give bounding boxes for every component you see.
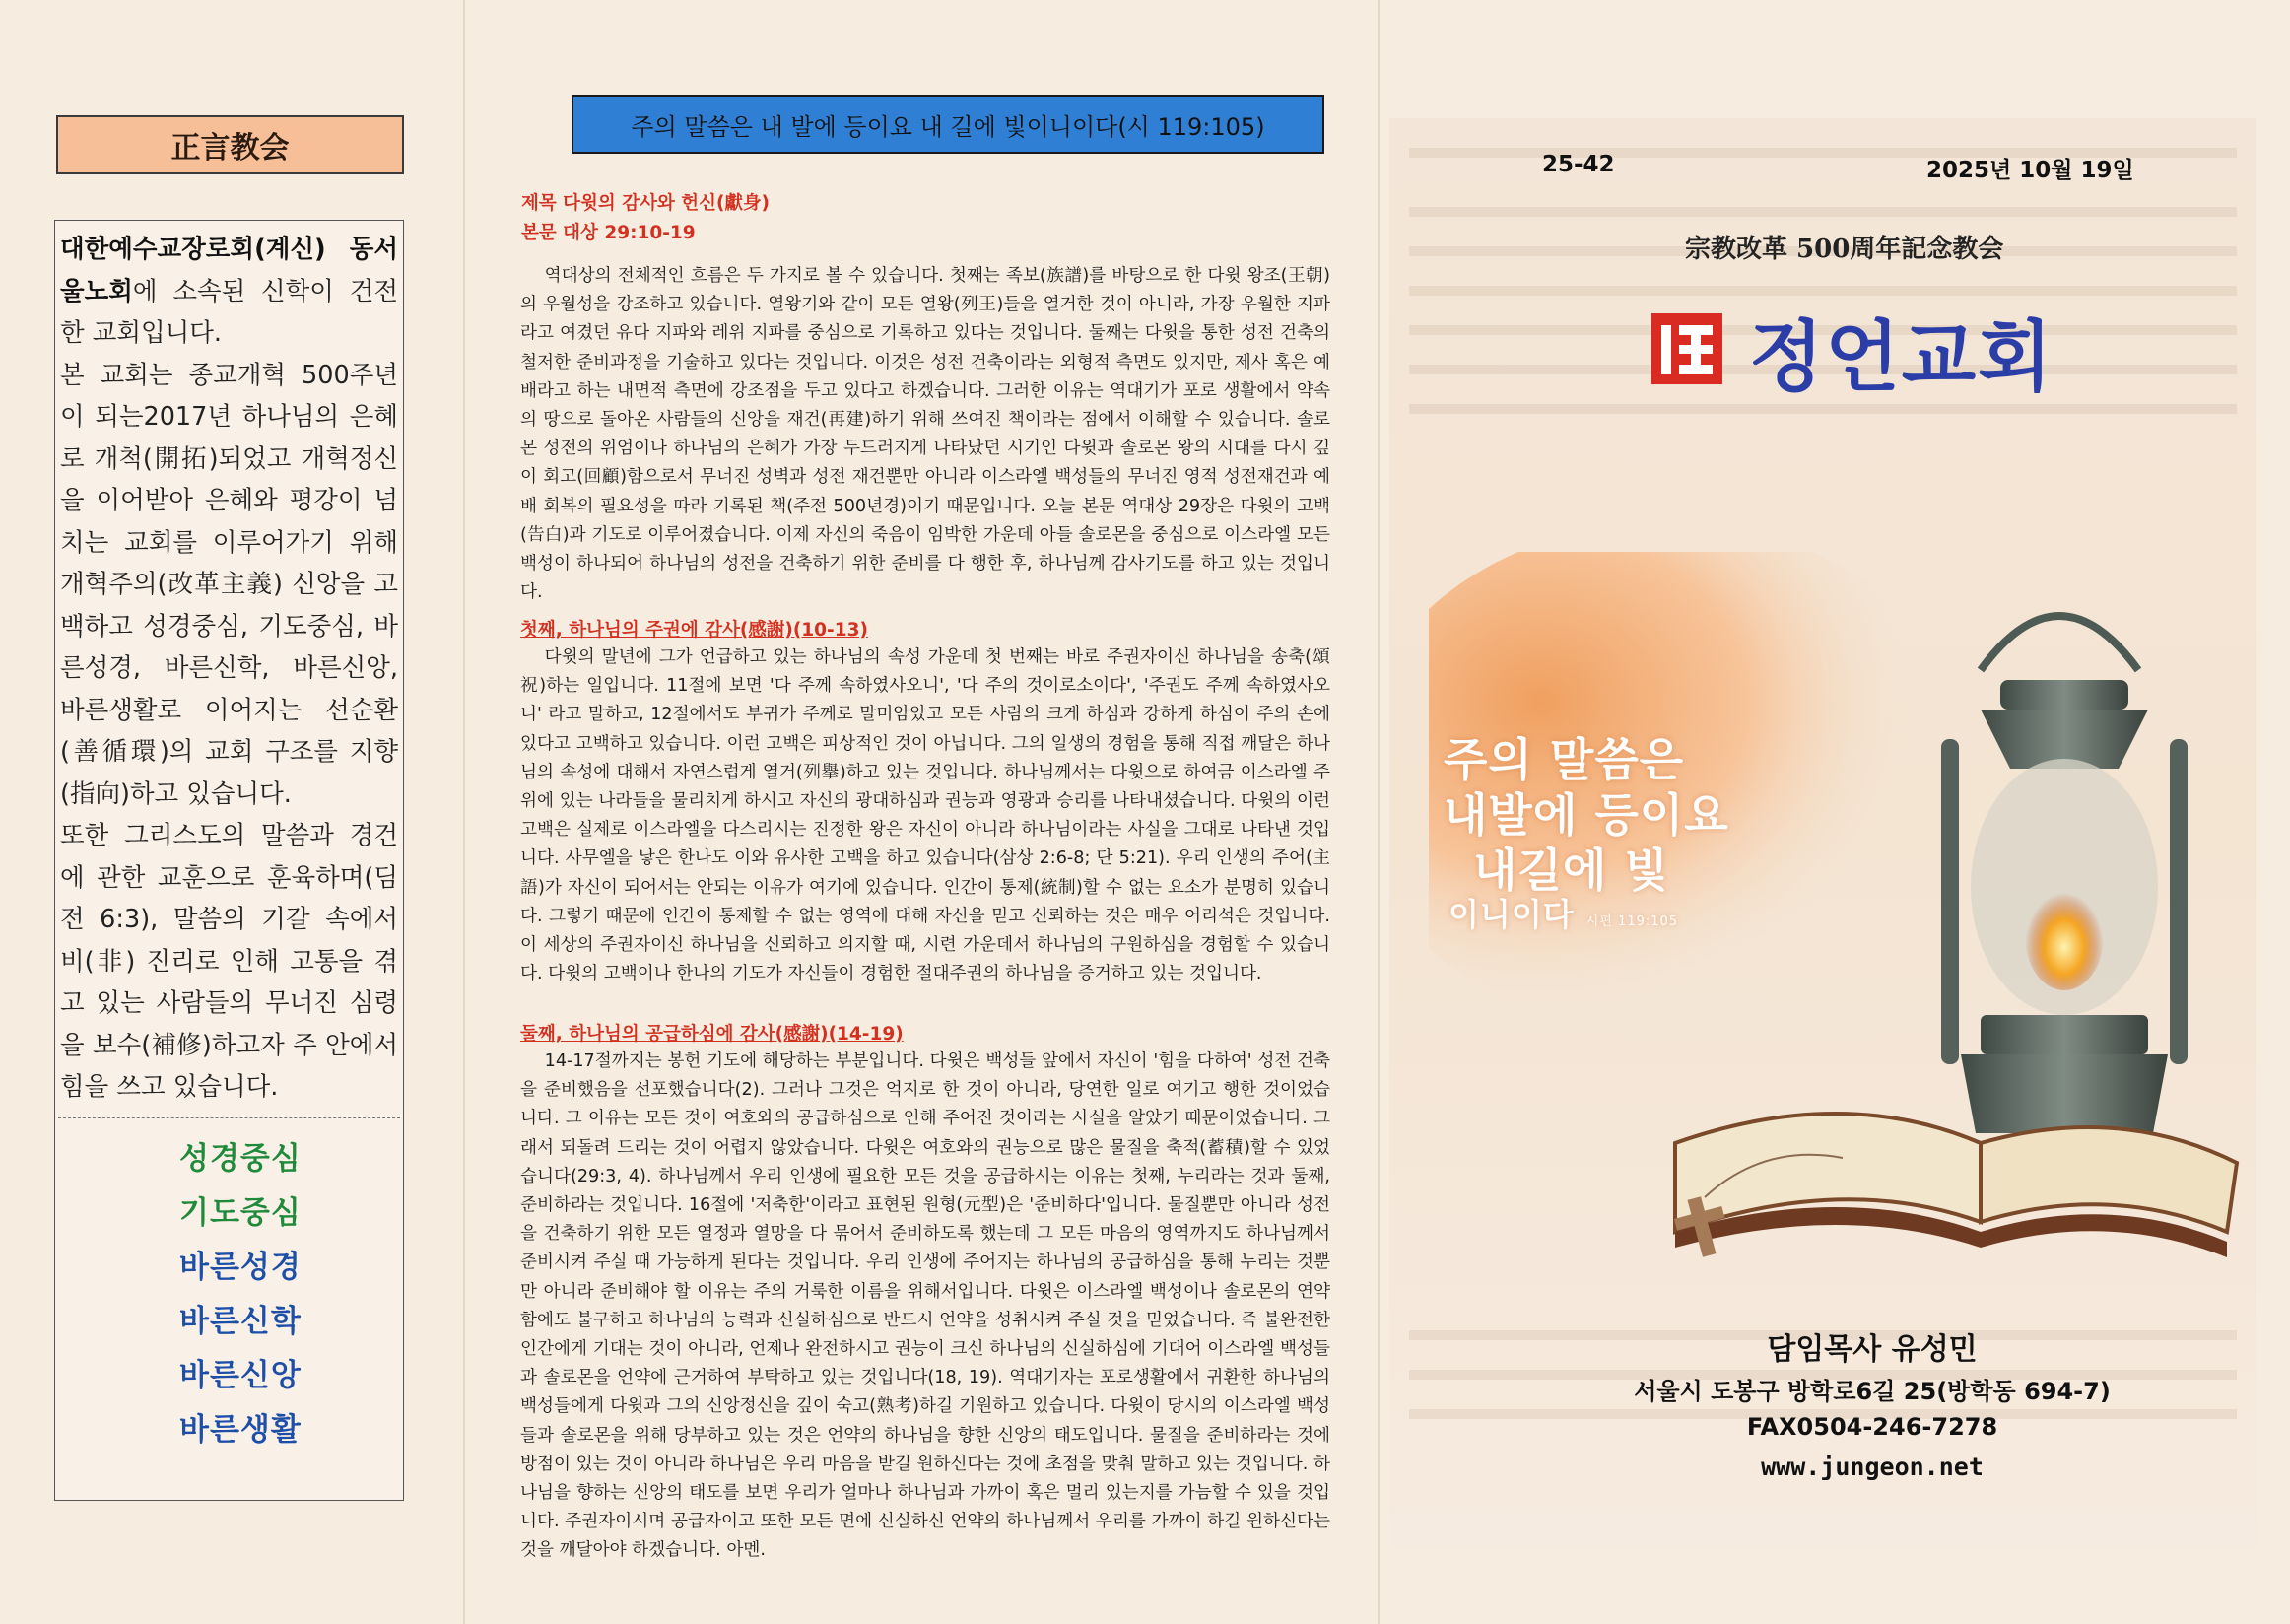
calligraphy-line <box>1448 890 1729 933</box>
sermon-point-2 <box>520 1048 1330 1566</box>
pastor-name: 담임목사 유성민 <box>1767 1332 1978 1367</box>
fold-line-left <box>463 0 465 1624</box>
intro-paragraph-1 <box>60 229 398 355</box>
church-website-link[interactable]: www.jungeon.net <box>1761 1453 1984 1481</box>
issue-number: 25-42 <box>1542 152 1615 177</box>
verse-banner: 주의 말씀은 내 발에 등이요 내 길에 빛이니이다(시 119:105) <box>572 95 1324 154</box>
calligraphy-line: 내발에 등이요 <box>1444 788 1729 842</box>
value-item: 바른생활 <box>179 1412 302 1448</box>
sermon-paragraph: 14-17절까지는 봉헌 기도에 해당하는 부분입니다. 다윗은 백성들 앞에서 자신이 '힘을 다하여' 성전 건축을 준비했음을 선포했습니다(2). 그러나 그것은 억지로 한 것이 아니라, 당연한 일로 여기고 행한 것이었습니다. 그 이유는 모든 것이 여호와의 공급하심으로 인해 주어진 것이라는 사실을 알았기 때문이었습니다. 그래서 되돌려 드리는 것이 어렵지 않았습니다. 다윗은 여호와의 권능으로 많은 물질을 축적(蓄積)할 수 있었습니다(29:3, 4). 하나님께서 우리 인생에 필요한 모든 것을 공급하시는 이유는 첫째, 누리라는 것과 둘째, 준비하라는 것입니다. 16절에 '저축한'이라고 표현된 원형(元型)은 '준비하다'입니다. 물질뿐만 아니라 성전을 건축하기 위한 모든 열정과 열망을 다 묶어서 준비하도록 했는데 그 모든 마음의 영역까지도 하나님께서 준비시켜 주실 때 가능하게 된다는 것입니다. 우리 인생에 주어지는 하나님의 공급하심을 통해 누리는 것뿐만 아니라 준비해야 할 이유는 주의 거룩한 이름을 위해서입니다. 다윗은 이스라엘 백성이나 솔로몬의 연약함에도 불구하고 하나님의 능력과 신실하심으로 반드시 언약을 성취시켜 주실 것을 믿었습니다. 즉 불완전한 인간에게 기대는 것이 아니라, 언제나 완전하시고 권능이 크신 하나님의 신실하심에 기대어 이스라엘 백성들과 솔로몬을 언약에 근거하여 부탁하고 있는 것입니다(18, 19). 역대기자는 포로생활에서 귀환한 하나님의 백성들에게 다윗과 그의 신앙정신을 깊이 숙고(熟考)하길 기원하고 있습니다. 다윗이 당시의 이스라엘 백성들과 솔로몬을 위해 당부하고 있는 것은 언약의 하나님을 향한 신앙의 태도입니다. 물질을 준비하라는 것에 방점이 있는 것이 아니라 하나님은 우리 마음을 받길 원하신다는 것에 초점을 맞춰 말하고 있는 것입니다. 하나님을 향하는 신앙의 태도를 보면 우리가 얼마나 하나님과 가까이 혹은 멀리 있는지를 가늠할 수 있을 것입니다. 주권자이시며 공급자이고 또한 모든 면에 신실하신 언약의 하나님께서 우리를 가까이 하길 원하신다는 것을 깨달아야 하겠습니다. 아멘. <box>520 1051 1331 1561</box>
church-intro-box <box>54 220 404 1501</box>
sermon-subhead-1: 첫째, 하나님의 주권에 감사(感謝)(10-13) <box>520 620 868 641</box>
sermon-intro-paragraph <box>520 262 1330 607</box>
verse-calligraphy <box>1444 724 1729 933</box>
calligraphy-line-4: 이니이다 <box>1448 896 1575 933</box>
intro-p1-rest: 에 소속된 신학이 건전한 교회입니다. <box>60 276 398 348</box>
sermon-subhead-2: 둘째, 하나님의 공급하심에 감사(感謝)(14-19) <box>520 1024 904 1045</box>
sermon-passage: 본문 대상 29:10-19 <box>521 223 696 243</box>
value-item: 바른신앙 <box>179 1358 302 1393</box>
core-values-list <box>179 1132 302 1457</box>
sermon-paragraph: 다윗의 말년에 그가 언급하고 있는 하나님의 속성 가운데 첫 번째는 바로 주권자이신 하나님을 송축(頌祝)하는 일입니다. 11절에 보면 '다 주께 속하였사오니', '다 주의 것이로소이다', '주권도 주께 속하였사오니' 라고 말하고, 12절에서도 부귀가 주께로 말미암았고 모든 사람의 크게 하심과 강하게 하심이 주의 손에 있다고 고백하고 있습니다. 이런 고백은 피상적인 것이 아닙니다. 그의 일생의 경험을 통해 직접 깨달은 하나님의 속성에 대해서 자연스럽게 열거(列擧)하고 있는 것입니다. 하나님께서는 다윗으로 하여금 이스라엘 주위에 있는 나라들을 물리치게 하시고 자신의 광대하심과 권능과 영광과 승리를 나타내셨습니다. 다윗의 이런 고백은 실제로 이스라엘을 다스리시는 진정한 왕은 자신이 아니라 하나님이라는 사실을 그대로 나타낸 것입니다. 사무엘을 낳은 한나도 이와 유사한 고백을 하고 있습니다(삼상 2:6-8; 단 5:21). 우리 인생의 주어(主語)가 자신이 되어서는 안되는 이유가 여기에 있습니다. 인간이 통제(統制)할 수 없는 요소가 분명히 있습니다. 그렇기 때문에 인간이 통제할 수 없는 영역에 대해 자신을 믿고 신뢰하는 것은 매우 어리석은 것입니다. 이 세상의 주권자이신 하나님을 신뢰하고 의지할 때, 시련 가운데서 하나님의 구원하심을 경험할 수 있습니다. 다윗의 고백이나 한나의 기도가 자신들이 경험한 절대주권의 하나님을 증거하고 있는 것입니다. <box>520 647 1330 984</box>
church-name-title: 정언교회 <box>1749 313 2054 402</box>
presbytery-name: 대한예수교장로회(계신) 동서울노회 <box>60 235 398 306</box>
sermon-title: 제목 다윗의 감사와 헌신(獻身) <box>521 193 770 214</box>
value-item: 바른신학 <box>179 1304 302 1339</box>
calligraphy-reference: 시편 119:105 <box>1585 914 1679 929</box>
value-item: 기도중심 <box>179 1195 302 1231</box>
values-divider <box>58 1117 400 1118</box>
value-item: 성경중심 <box>179 1141 302 1177</box>
value-item: 바른성경 <box>179 1250 302 1285</box>
church-address: 서울시 도봉구 방학로6길 25(방학동 694-7) <box>1634 1378 2111 1405</box>
fold-line-right <box>1378 0 1380 1624</box>
church-logo-icon <box>1651 313 1722 384</box>
church-intro-text <box>60 229 398 1109</box>
church-name-box: 正言教会 <box>56 115 404 174</box>
intro-paragraph-2: 본 교회는 종교개혁 500주년이 되는2017년 하나님의 은혜로 개척(開拓)되었고 개혁정신을 이어받아 은혜와 평강이 넘치는 교회를 이루어가기 위해 개혁주의(改革主義) 신앙을 고백하고 성경중심, 기도중심, 바른성경, 바른신학, 바른신앙, 바른생활로 이어지는 선순환(善循環)의 교회 구조를 지향(指向)하고 있습니다. <box>60 360 398 809</box>
anniversary-caption: 宗教改革 500周年記念教会 <box>1685 235 2004 264</box>
issue-date: 2025년 10월 19일 <box>1926 158 2134 183</box>
sermon-point-1 <box>520 643 1330 988</box>
calligraphy-line: 주의 말씀은 <box>1444 733 1685 786</box>
church-fax: FAX0504-246-7278 <box>1746 1413 1998 1441</box>
calligraphy-line: 내길에 빛 <box>1473 844 1669 897</box>
intro-paragraph-3: 또한 그리스도의 말씀과 경건에 관한 교훈으로 훈육하며(딤전 6:3), 말씀의 기갈 속에서 비(非) 진리로 인해 고통을 겪고 있는 사람들의 무너진 심령을 보수(補修)하고자 주 안에서 힘을 쓰고 있습니다. <box>60 821 398 1102</box>
sermon-paragraph: 역대상의 전체적인 흐름은 두 가지로 볼 수 있습니다. 첫째는 족보(族譜)를 바탕으로 한 다윗 왕조(王朝)의 우월성을 강조하고 있습니다. 열왕기와 같이 모든 열왕(列王)들을 열거한 것이 아니라, 가장 우월한 지파라고 여겼던 유다 지파와 레위 지파를 중심으로 기록하고 있다는 것입니다. 둘째는 다윗을 통한 성전 건축의 철저한 준비과정을 기술하고 있다는 것입니다. 이것은 성전 건축이라는 외형적 측면도 있지만, 제사 혹은 예배라고 하는 내면적 측면에 강조점을 두고 있다고 하겠습니다. 그러한 이유는 역대기가 포로 생활에서 약속의 땅으로 돌아온 사람들의 신앙을 재건(再建)하기 위해 쓰여진 책이라는 점에서 이해할 수 있습니다. 솔로몬 성전의 위엄이나 하나님의 은혜가 가장 두드러지게 나타났던 시기인 다윗과 솔로몬 왕의 시대를 다시 깊이 회고(回顧)함으로서 무너진 성벽과 성전 재건뿐만 아니라 이스라엘 백성들의 무너진 영적 성전재건과 예배 회복의 필요성을 따라 기록된 책(주전 500년경)이기 때문입니다. 오늘 본문 역대상 29장은 다윗의 고백(告白)과 기도로 이루어졌습니다. 이제 자신의 죽음이 임박한 가운데 아들 솔로몬을 중심으로 이스라엘 모든 백성이 하나되어 하나님의 성전을 건축하기 위한 준비를 다 행한 후, 하나님께 감사기도를 하고 있는 것입니다. <box>520 266 1331 603</box>
